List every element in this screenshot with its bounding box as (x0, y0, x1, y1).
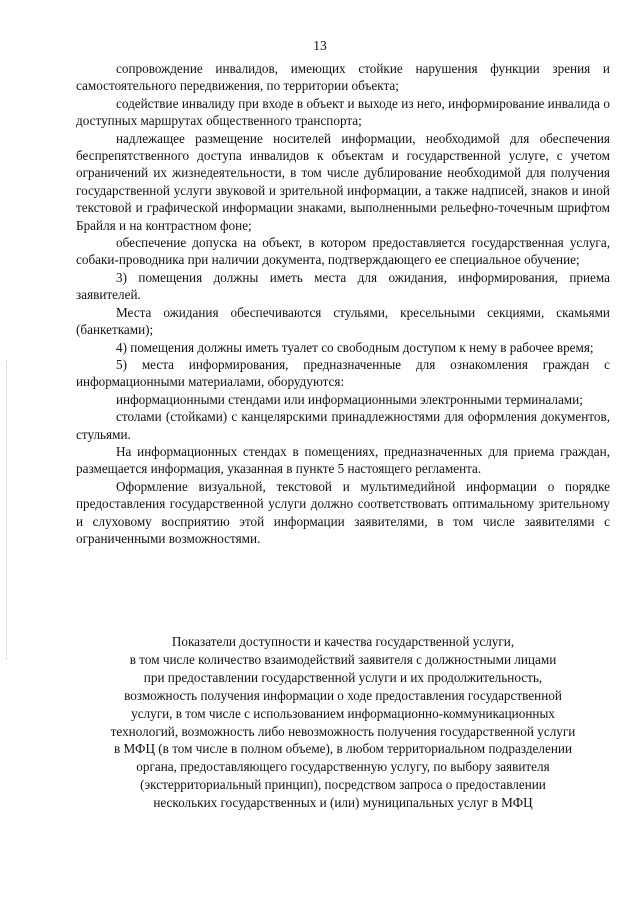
paragraph: информационными стендами или информационными электронными терминалами; (116, 391, 583, 407)
section-title-line: возможность получения информации о ходе предоставления государственной (124, 687, 562, 703)
page-number: 13 (313, 38, 327, 53)
scan-margin-artifact (6, 360, 9, 660)
paragraph: Оформление визуальной, текстовой и мультимедийной информации о порядке предоставления государственной услуги должно соответствовать оптимальному зрительному и слуховому восприятию этой информации заявителями, в том числе заявителями с ограниченными возможностями. (76, 478, 610, 546)
paragraph: сопровождение инвалидов, имеющих стойкие нарушения функции зрения и самостоятельного передвижения, по территории объекта; (76, 61, 610, 94)
paragraph: столами (стойками) с канцелярскими принадлежностями для оформления документов, стульями. (76, 409, 610, 442)
section-title-line: в том числе количество взаимодействий заявителя с должностными лицами (129, 651, 557, 667)
section-title-line: технологий, возможность либо невозможность получения государственной услуги (110, 723, 576, 739)
section-title-line: Показатели доступности и качества государственной услуги, (171, 634, 515, 649)
paragraph: содействие инвалиду при входе в объект и выходе из него, информирование инвалида о доступных маршрутах общественного транспорта; (76, 95, 610, 129)
body-text (76, 60, 610, 547)
section-title-line: (экстерриториальный принцип), посредством запроса о предоставлении (140, 777, 546, 793)
paragraph: обеспечение допуска на объект, в котором предоставляется государственная услуга, собаки-проводника при наличии документа, подтверждающего ее специальное обучение; (76, 235, 610, 268)
paragraph: надлежащее размещение носителей информации, необходимой для обеспечения беспрепятственного доступа инвалидов к объектам и государственной услуге, с учетом ограничений их жизнедеятельности, в том числе дублирование необходимой для получения государственной услуги звуковой и зрительной информации, а также надписей, знаков и иной текстовой и графической информации знаками, выполненными рельефно-точечным шрифтом Брайля и на контрастном фоне; (76, 130, 610, 233)
paragraph: 3) помещения должны иметь места для ожидания, информирования, приема заявителей. (76, 269, 610, 303)
section-title-line: в МФЦ (в том числе в полном объеме), в любом территориальном подразделении (113, 741, 573, 757)
section-title-line: при предоставлении государственной услуги и их продолжительность, (143, 669, 543, 685)
paragraph: 4) помещения должны иметь туалет со свободным доступом к нему в рабочее время; (116, 339, 594, 355)
section-title (70, 633, 616, 812)
paragraph: Места ожидания обеспечиваются стульями, кресельными секциями, скамьями (банкетками); (76, 304, 610, 338)
paragraph: На информационных стендах в помещениях, предназначенных для приема граждан, размещается информация, указанная в пункте 5 настоящего регламента. (76, 443, 610, 477)
section-title-line: органа, предоставляющего государственную услугу, по выбору заявителя (136, 759, 550, 775)
paragraph: 5) места информирования, предназначенные для ознакомления граждан с информационными материалами, оборудуются: (76, 356, 610, 390)
section-title-line: нескольких государственных и (или) муниципальных услуг в МФЦ (153, 795, 533, 811)
section-title-line: услуги, в том числе с использованием информационно-коммуникационных (131, 705, 555, 721)
